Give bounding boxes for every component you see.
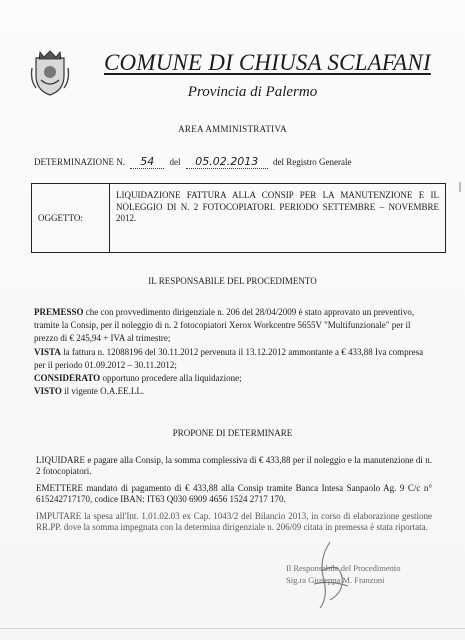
registro-label: del Registro Generale [272,157,352,167]
considerato-paragraph [34,372,430,385]
considerato-keyword: CONSIDERATO [34,373,101,384]
determina-section [36,455,432,539]
oggetto-text: LIQUIDAZIONE FATTURA ALLA CONSIP PER LA MANUTENZIONE E IL NOLEGGIO DI N. 2 FOTOCOPIATORI. PERIODO SETTEMBRE – NOVEMBRE 2012. [116,190,439,223]
imputare-paragraph: IMPUTARE la spesa all'Int. 1.01.02.03 ex Cap. 1043/2 del Bilancio 2013, in corso di elaborazione gestione RR.PP. dove la somma impegnata con la determina dirigenziale n. 206/09 citata in premessa è stata riportata. [36,511,432,532]
visto-keyword: VISTO [34,386,62,397]
determinazione-line [34,155,454,169]
premesso-keyword: PREMESSO [34,307,84,317]
propone-heading: PROPONE DI DETERMINARE [172,428,293,438]
considerato-text: opportuno procedere alla liquidazione; [100,373,242,384]
premesso-section [34,306,430,398]
area-heading: AREA AMMINISTRATIVA [178,124,287,134]
signature-name: Sig.ra Giuseppa M. Franzoni [286,575,385,585]
premesso-text: che con provvedimento dirigenziale n. 206 del 28/04/2009 è stato approvato un preventivo, tramite la Consip, per il noleggio di n. 2 fotocopiatori Xerox Workcentre 5655V "Multifunzionale" per il prezzo di € 245,94 + IVA al trimestre; [34,307,415,344]
signature-role: Il Responsabile del Procedimento [286,563,401,573]
responsabile-heading: IL RESPONSABILE DEL PROCEDIMENTO [148,276,317,286]
vista-paragraph [34,346,430,372]
scan-margin-mark [459,182,461,192]
oggetto-box [31,183,446,253]
vista-keyword: VISTA [34,346,61,357]
determinazione-label: DETERMINAZIONE N. [34,157,125,167]
comune-title: COMUNE DI CHIUSA SCLAFANI [104,50,431,75]
signature-block [286,562,456,586]
determinazione-date: 05.02.2013 [186,155,268,169]
oggetto-label: OGGETTO: [32,184,110,252]
scan-margin-mark [0,628,465,629]
visto-paragraph [34,385,430,398]
determinazione-number: 54 [130,155,164,169]
premesso-paragraph [34,306,430,346]
visto-text: il vigente O.A.EE.LL. [61,386,145,397]
liquidare-paragraph: LIQUIDARE e pagare alla Consip, la somma complessiva di € 433,88 per il noleggio e la manutenzione di n. 2 fotocopiatori. [36,455,432,476]
del-label: del [169,157,181,167]
vista-text: la fattura n. 12088196 del 30.11.2012 pervenuta il 13.12.2012 ammontante a € 433,88 Iva compresa per il periodo 01.09.2012 – 30.11.2012; [34,346,424,370]
emettere-paragraph: EMETTERE mandato di pagamento di € 433,88 alla Consip tramite Banca Intesa Sanpaolo Ag. 9 C/c n° 615242717170, codice IBAN: IT63 Q030 6909 4656 1524 2717 170. [36,483,432,504]
provincia-subtitle: Provincia di Palermo [187,84,318,100]
